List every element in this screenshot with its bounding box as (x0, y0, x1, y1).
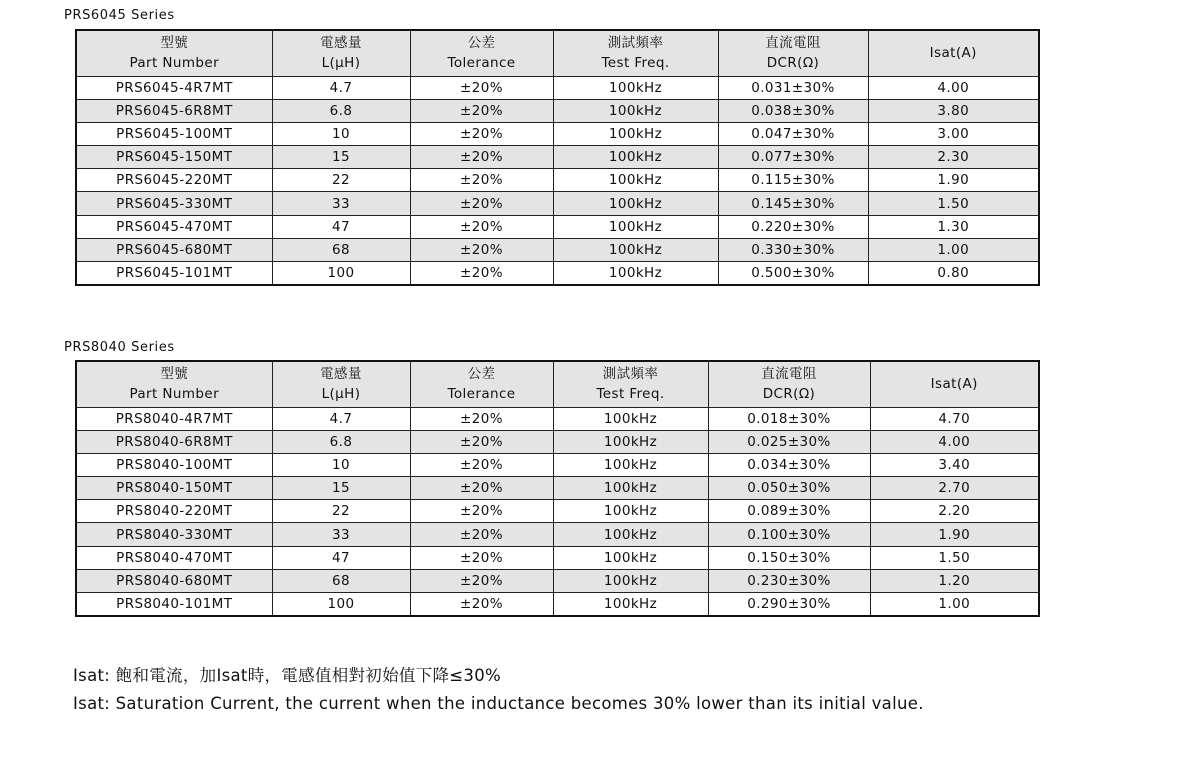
table-row (76, 477, 1039, 500)
cell-inductance: 22 (272, 169, 410, 192)
cell-tolerance: ±20% (410, 262, 553, 285)
cell-tolerance: ±20% (410, 593, 553, 616)
cell-isat: 1.20 (870, 569, 1039, 592)
header-isat: Isat(A) (868, 30, 1039, 76)
cell-isat: 3.40 (870, 453, 1039, 476)
table-body (76, 407, 1039, 616)
table-row (76, 146, 1039, 169)
cell-test-freq: 100kHz (553, 593, 708, 616)
cell-part-number: PRS8040-4R7MT (76, 407, 272, 430)
cell-test-freq: 100kHz (553, 238, 718, 261)
table-row (76, 122, 1039, 145)
cell-part-number: PRS6045-680MT (76, 238, 272, 261)
table-row (76, 169, 1039, 192)
cell-dcr: 0.145±30% (718, 192, 868, 215)
table-row (76, 453, 1039, 476)
cell-tolerance: ±20% (410, 146, 553, 169)
cell-tolerance: ±20% (410, 430, 553, 453)
table-body (76, 76, 1039, 285)
cell-dcr: 0.230±30% (708, 569, 870, 592)
header-tolerance: 公差 Tolerance (410, 30, 553, 76)
cell-test-freq: 100kHz (553, 569, 708, 592)
cell-test-freq: 100kHz (553, 546, 708, 569)
cell-dcr: 0.031±30% (718, 76, 868, 99)
cell-dcr: 0.500±30% (718, 262, 868, 285)
cell-dcr: 0.115±30% (718, 169, 868, 192)
cell-tolerance: ±20% (410, 569, 553, 592)
cell-isat: 1.00 (868, 238, 1039, 261)
series-title-prs6045: PRS6045 Series (64, 8, 175, 23)
cell-inductance: 6.8 (272, 430, 410, 453)
cell-dcr: 0.050±30% (708, 477, 870, 500)
cell-test-freq: 100kHz (553, 523, 708, 546)
cell-inductance: 4.7 (272, 407, 410, 430)
cell-part-number: PRS6045-6R8MT (76, 99, 272, 122)
cell-tolerance: ±20% (410, 500, 553, 523)
cell-dcr: 0.290±30% (708, 593, 870, 616)
cell-part-number: PRS6045-330MT (76, 192, 272, 215)
cell-test-freq: 100kHz (553, 122, 718, 145)
cell-inductance: 10 (272, 122, 410, 145)
cell-isat: 3.00 (868, 122, 1039, 145)
header-test-freq: 測試頻率 Test Freq. (553, 30, 718, 76)
header-part-number: 型號 Part Number (76, 361, 272, 407)
cell-part-number: PRS6045-220MT (76, 169, 272, 192)
cell-isat: 1.50 (868, 192, 1039, 215)
cell-test-freq: 100kHz (553, 430, 708, 453)
cell-part-number: PRS8040-101MT (76, 593, 272, 616)
cell-tolerance: ±20% (410, 523, 553, 546)
cell-dcr: 0.047±30% (718, 122, 868, 145)
table-row (76, 76, 1039, 99)
cell-isat: 1.90 (870, 523, 1039, 546)
spec-table-prs6045 (75, 29, 1040, 286)
notes-section (73, 662, 924, 718)
cell-dcr: 0.220±30% (718, 215, 868, 238)
cell-test-freq: 100kHz (553, 76, 718, 99)
cell-part-number: PRS8040-220MT (76, 500, 272, 523)
cell-part-number: PRS6045-100MT (76, 122, 272, 145)
cell-test-freq: 100kHz (553, 192, 718, 215)
cell-isat: 2.70 (870, 477, 1039, 500)
cell-inductance: 4.7 (272, 76, 410, 99)
cell-test-freq: 100kHz (553, 146, 718, 169)
header-part-number: 型號 Part Number (76, 30, 272, 76)
cell-tolerance: ±20% (410, 76, 553, 99)
cell-test-freq: 100kHz (553, 477, 708, 500)
cell-test-freq: 100kHz (553, 169, 718, 192)
cell-inductance: 22 (272, 500, 410, 523)
header-test-freq: 測試頻率 Test Freq. (553, 361, 708, 407)
cell-test-freq: 100kHz (553, 500, 708, 523)
cell-part-number: PRS8040-330MT (76, 523, 272, 546)
cell-inductance: 100 (272, 262, 410, 285)
cell-isat: 2.30 (868, 146, 1039, 169)
cell-tolerance: ±20% (410, 192, 553, 215)
cell-part-number: PRS8040-150MT (76, 477, 272, 500)
table-row (76, 500, 1039, 523)
table-row (76, 215, 1039, 238)
cell-part-number: PRS6045-101MT (76, 262, 272, 285)
cell-inductance: 10 (272, 453, 410, 476)
cell-tolerance: ±20% (410, 546, 553, 569)
cell-dcr: 0.100±30% (708, 523, 870, 546)
table-row (76, 546, 1039, 569)
cell-inductance: 15 (272, 477, 410, 500)
cell-isat: 1.00 (870, 593, 1039, 616)
note-isat-zh: Isat: 飽和電流，加Isat時，電感值相對初始值下降≤30% (73, 666, 501, 685)
cell-test-freq: 100kHz (553, 407, 708, 430)
series-title-prs8040: PRS8040 Series (64, 340, 175, 355)
cell-part-number: PRS6045-4R7MT (76, 76, 272, 99)
table-row (76, 407, 1039, 430)
cell-tolerance: ±20% (410, 453, 553, 476)
header-dcr: 直流電阻 DCR(Ω) (708, 361, 870, 407)
cell-tolerance: ±20% (410, 477, 553, 500)
header-tolerance: 公差 Tolerance (410, 361, 553, 407)
cell-tolerance: ±20% (410, 122, 553, 145)
cell-dcr: 0.034±30% (708, 453, 870, 476)
table-row (76, 238, 1039, 261)
cell-dcr: 0.038±30% (718, 99, 868, 122)
cell-part-number: PRS6045-470MT (76, 215, 272, 238)
cell-inductance: 68 (272, 238, 410, 261)
header-inductance: 電感量 L(μH) (272, 361, 410, 407)
cell-isat: 1.30 (868, 215, 1039, 238)
cell-inductance: 33 (272, 523, 410, 546)
cell-isat: 2.20 (870, 500, 1039, 523)
cell-dcr: 0.018±30% (708, 407, 870, 430)
cell-isat: 4.00 (870, 430, 1039, 453)
cell-test-freq: 100kHz (553, 262, 718, 285)
table-header-row (76, 30, 1039, 76)
cell-dcr: 0.089±30% (708, 500, 870, 523)
table-row (76, 569, 1039, 592)
cell-part-number: PRS8040-470MT (76, 546, 272, 569)
cell-isat: 4.00 (868, 76, 1039, 99)
cell-part-number: PRS8040-6R8MT (76, 430, 272, 453)
cell-tolerance: ±20% (410, 215, 553, 238)
spec-table-prs8040 (75, 360, 1040, 617)
table-row (76, 593, 1039, 616)
cell-inductance: 47 (272, 215, 410, 238)
cell-test-freq: 100kHz (553, 453, 708, 476)
cell-part-number: PRS8040-680MT (76, 569, 272, 592)
cell-dcr: 0.077±30% (718, 146, 868, 169)
cell-dcr: 0.150±30% (708, 546, 870, 569)
header-dcr: 直流電阻 DCR(Ω) (718, 30, 868, 76)
cell-inductance: 6.8 (272, 99, 410, 122)
cell-inductance: 68 (272, 569, 410, 592)
cell-isat: 0.80 (868, 262, 1039, 285)
cell-dcr: 0.025±30% (708, 430, 870, 453)
cell-tolerance: ±20% (410, 238, 553, 261)
table-row (76, 523, 1039, 546)
cell-part-number: PRS6045-150MT (76, 146, 272, 169)
cell-test-freq: 100kHz (553, 99, 718, 122)
table-header-row (76, 361, 1039, 407)
header-inductance: 電感量 L(μH) (272, 30, 410, 76)
cell-inductance: 33 (272, 192, 410, 215)
note-isat-en: Isat: Saturation Current, the current when the inductance becomes 30% lower than its initial value. (73, 694, 924, 713)
cell-dcr: 0.330±30% (718, 238, 868, 261)
cell-isat: 1.90 (868, 169, 1039, 192)
table-row (76, 192, 1039, 215)
cell-isat: 3.80 (868, 99, 1039, 122)
cell-inductance: 47 (272, 546, 410, 569)
table-row (76, 99, 1039, 122)
table-row (76, 430, 1039, 453)
header-isat: Isat(A) (870, 361, 1039, 407)
cell-inductance: 15 (272, 146, 410, 169)
cell-tolerance: ±20% (410, 99, 553, 122)
table-row (76, 262, 1039, 285)
cell-tolerance: ±20% (410, 407, 553, 430)
cell-isat: 4.70 (870, 407, 1039, 430)
cell-inductance: 100 (272, 593, 410, 616)
cell-test-freq: 100kHz (553, 215, 718, 238)
cell-part-number: PRS8040-100MT (76, 453, 272, 476)
cell-tolerance: ±20% (410, 169, 553, 192)
cell-isat: 1.50 (870, 546, 1039, 569)
